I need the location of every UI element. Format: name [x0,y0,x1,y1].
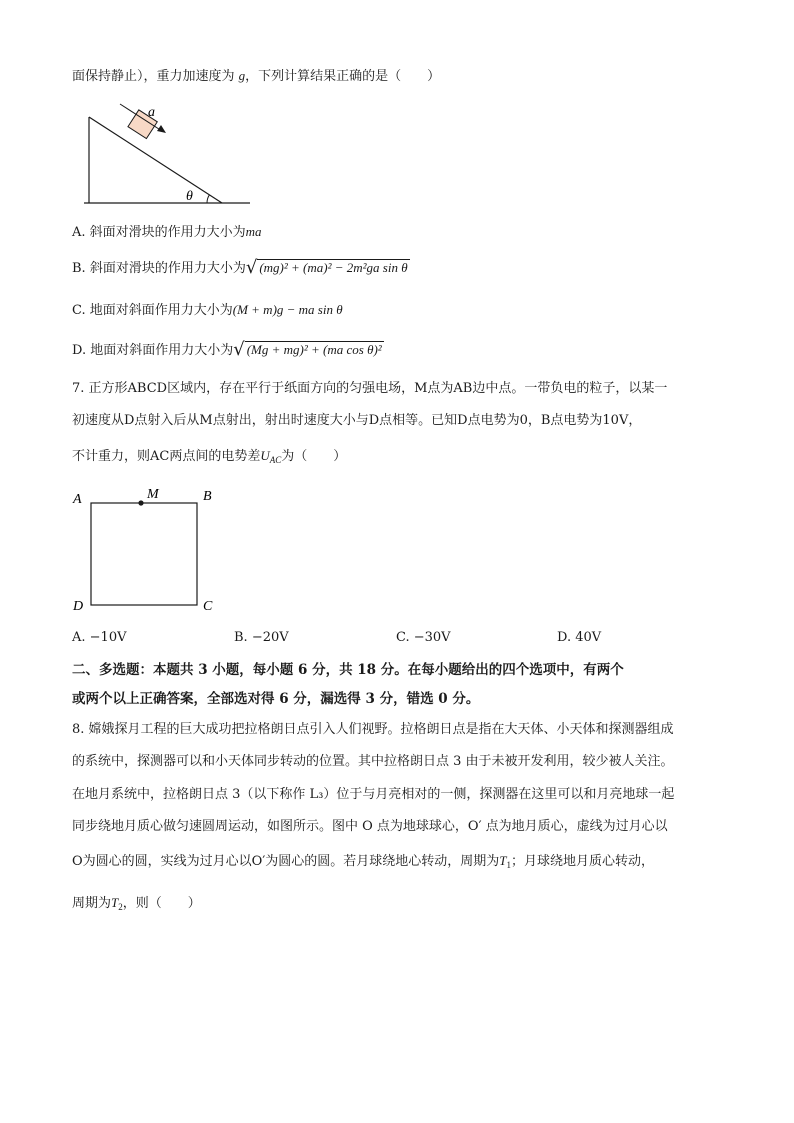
square-abcd [91,503,197,605]
incline-slope [89,117,222,203]
q8-line-6: 周期为$T_2$，则（ ） [72,895,201,912]
label-m: M [147,487,159,502]
q7-option-d: D. 40V [557,630,602,645]
incline-figure [80,100,260,210]
square-figure [70,482,230,617]
point-m [138,500,143,505]
q6-option-a: A. 斜面对滑块的作用力大小为ma [72,224,262,240]
q6-option-b: B. 斜面对滑块的作用力大小为√ (mg)² + (ma)² − 2m²ga sin θ [72,257,408,278]
q7-option-c: C. −30V [396,630,451,645]
label-a: a [148,105,155,120]
q7-line-1: 7. 正方形ABCD区域内，存在平行于纸面方向的匀强电场，M点为AB边中点。一带负电的粒子，以某一 [72,381,668,396]
q8-line-4: 同步绕地月质心做匀速圆周运动，如图所示。图中 O 点为地球球心，O′ 点为地月质心，虚线为过月心以 [72,819,668,834]
label-theta: θ [186,189,193,204]
q7-option-b: B. −20V [234,630,289,645]
label-b-vertex: B [203,489,212,504]
q7-line-2: 初速度从D点射入后从M点射出，射出时速度大小与D点相等。已知D点电势为0，B点电势为10V， [72,413,642,428]
section-2-heading-line-1: 二、多选题：本题共 3 小题，每小题 6 分，共 18 分。在每小题给出的四个选项中，有两个 [72,662,624,678]
label-d-vertex: D [73,599,84,614]
q6-option-d: D. 地面对斜面作用力大小为√ (Mg + mg)² + (ma cos θ)² [72,339,382,360]
q6-option-c: C. 地面对斜面作用力大小为(M + m)g − ma sin θ [72,302,343,318]
label-c-vertex: C [203,599,213,614]
q6-intro: 面保持静止），重力加速度为 g，下列计算结果正确的是（ ） [72,68,441,84]
label-a-vertex: A [73,492,82,507]
q8-line-1: 8. 嫦娥探月工程的巨大成功把拉格朗日点引入人们视野。拉格朗日点是指在大天体、小天体和探测器组成 [72,722,674,737]
q8-line-2: 的系统中，探测器可以和小天体同步转动的位置。其中拉格朗日点 3 由于未被开发利用，较少被人关注。 [72,754,674,769]
g-symbol: g [238,68,246,83]
arrow-head-icon [157,125,166,133]
sqrt-icon: √ [233,339,245,360]
theta-arc [207,195,209,203]
sqrt-icon: √ [245,257,258,278]
q7-option-a: A. −10V [72,630,127,645]
q8-line-5: O为圆心的圆，实线为过月心以O′为圆心的圆。若月球绕地心转动，周期为$T_1$；月球绕地月质心转动， [72,853,655,870]
q8-line-3: 在地月系统中，拉格朗日点 3（以下称作 L₃）位于与月亮相对的一侧，探测器在这里可以和月亮地球一起 [72,787,675,802]
section-2-heading-line-2: 或两个以上正确答案，全部选对得 6 分，漏选得 3 分，错选 0 分。 [72,691,480,707]
q7-line-3: 不计重力，则AC两点间的电势差$U_{AC}$为（ ） [72,448,347,465]
